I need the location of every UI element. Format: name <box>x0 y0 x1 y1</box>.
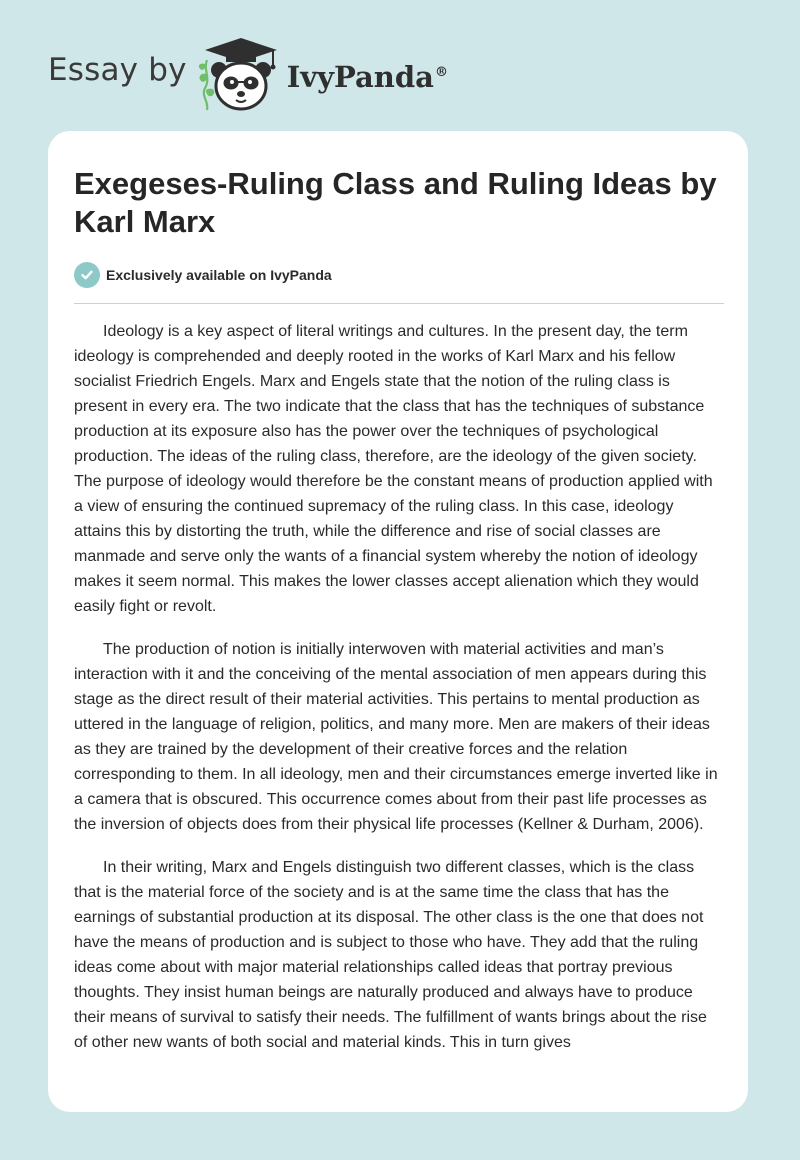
paragraph: In their writing, Marx and Engels distinguish two different classes, which is the class that is the material force of the society and is at the same time the class that has the earnings of substantial production at its disposal. The other class is the one that does not have the means of production and is subject to those who have. They add that the ruling ideas come about with major material relationships called ideas that portray previous thoughts. They insist human beings are naturally produced and always have to produce their means of survival to satisfy their needs. The fulfillment of wants brings about the rise of other new wants of both social and material kinds. This in turn gives <box>74 859 707 1051</box>
brand-prefix: Essay by <box>48 52 187 88</box>
brand-name[interactable]: IvyPanda® <box>286 60 448 94</box>
panda-logo-icon[interactable] <box>193 34 283 114</box>
page-title: Exegeses-Ruling Class and Ruling Ideas by Karl Marx <box>74 166 717 239</box>
check-circle-icon <box>74 262 100 288</box>
paragraph: The production of notion is initially interwoven with material activities and man’s interaction with it and the conceiving of the mental association of men appears during this stage as the direct result of their material activities. This pertains to mental production as uttered in the language of religion, politics, and many more. Men are makers of their ideas as they are trained by the development of their creative forces and the relation corresponding to them. In all ideology, men and their circumstances emerge inverted like in a camera that is obscured. This occurrence comes about from their past life processes as the inversion of objects does from their physical life processes (Kellner & Durham, 2006). <box>74 641 718 833</box>
site-header <box>48 34 448 114</box>
registered-mark: ® <box>434 65 448 81</box>
essay-body <box>74 319 724 1073</box>
badge-label: Exclusively available on IvyPanda <box>106 267 332 283</box>
essay-card <box>48 131 748 1112</box>
paragraph: Ideology is a key aspect of literal writings and cultures. In the present day, the term ideology is comprehended and deeply rooted in the works of Karl Marx and his fellow socialist Friedrich Engels. Marx and Engels state that the notion of the ruling class is present in every era. The two indicate that the class that has the techniques of substance production at its exposure also has the power over the techniques of psychological production. The ideas of the ruling class, therefore, are the ideology of the given society. The purpose of ideology would therefore be the constant means of production applied with a view of ensuring the continued supremacy of the ruling class. In this case, ideology attains this by distorting the truth, while the difference and rise of social classes are manmade and serve only the wants of a financial system whereby the notion of ideology makes it seem normal. This makes the lower classes accept alienation which they would easily fight or revolt. <box>74 323 713 615</box>
divider <box>74 303 724 304</box>
exclusive-badge <box>74 262 332 288</box>
